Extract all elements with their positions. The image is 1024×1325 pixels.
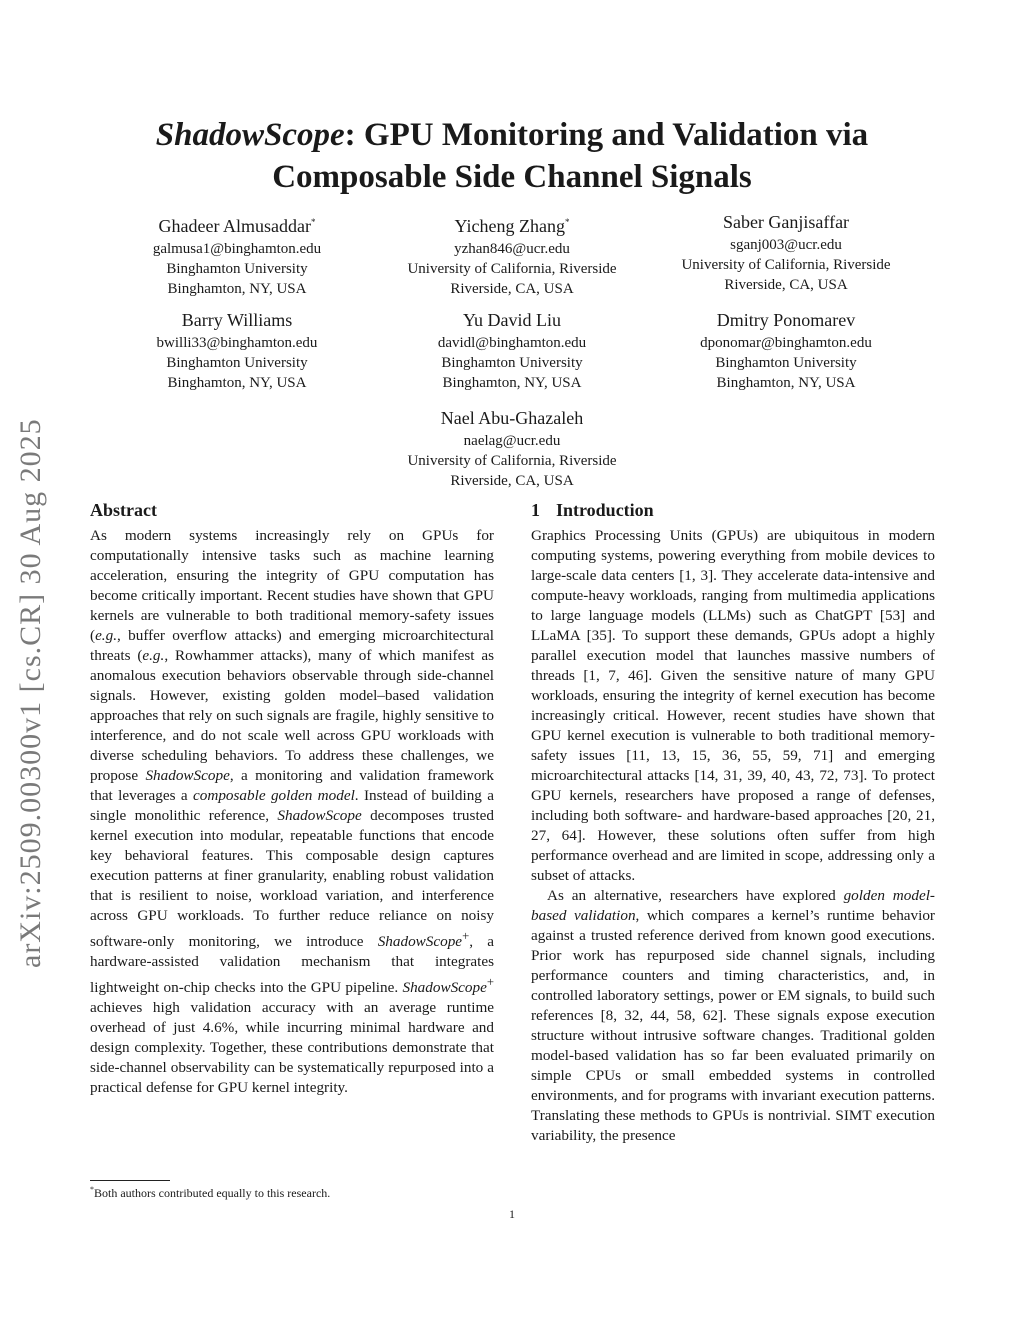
footnote-mark: *	[90, 1185, 94, 1194]
author-location: Riverside, CA, USA	[450, 281, 574, 297]
introduction-heading	[531, 498, 935, 522]
author-name: Dmitry Ponomarev	[716, 310, 856, 330]
author-block	[636, 308, 936, 393]
author-name: Yu David Liu	[463, 310, 561, 330]
author-email: naelag@ucr.edu	[463, 433, 561, 449]
author-location: Binghamton, NY, USA	[442, 375, 582, 391]
footnote-divider	[90, 1180, 170, 1181]
author-name: Nael Abu-Ghazaleh	[440, 408, 584, 428]
author-name: Yicheng Zhang	[454, 216, 565, 236]
author-block	[87, 308, 387, 393]
author-block	[87, 210, 387, 299]
introduction-paragraph: Graphics Processing Units (GPUs) are ubiquitous in modern computing systems, powering everything from mobile devices to large-scale data centers [1, 3]. They accelerate data-intensive and compute-heavy workloads, ranging from multimedia applications to large language models (LLMs) such as ChatGPT [53] and LLaMA [35]. To support these demands, GPUs adopt a highly parallel execution model that launches massive numbers of threads [1, 7, 46]. Given the sensitive nature of many GPU workloads, ensuring the integrity of kernel execution has become increasingly critical. However, recent studies have shown that GPU kernel execution is vulnerable to both traditional memory-safety issues [11, 13, 15, 36, 55, 59, 71] and emerging microarchitectural attacks [14, 31, 39, 40, 43, 72, 73]. To protect GPU kernels, researchers have proposed a range of defenses, including both software- and hardware-based approaches [20, 21, 27, 64]. However, these solutions often suffer from high performance overhead and are limited in scope, addressing only a subset of attacks.	[531, 527, 935, 884]
author-email: yzhan846@ucr.edu	[454, 241, 570, 257]
arxiv-identifier: arXiv:2509.00300v1 [cs.CR] 30 Aug 2025	[14, 418, 47, 968]
title-line1: : GPU Monitoring and Validation via	[344, 117, 869, 153]
author-email: bwilli33@binghamton.edu	[156, 335, 318, 351]
author-location: Riverside, CA, USA	[450, 473, 574, 489]
author-email: dponomar@binghamton.edu	[700, 335, 872, 351]
author-email: galmusa1@binghamton.edu	[152, 241, 322, 257]
equal-contribution-mark: *	[310, 217, 316, 227]
author-affiliation: University of California, Riverside	[681, 257, 891, 273]
paper-title	[90, 114, 934, 198]
footnote-text: Both authors contributed equally to this research.	[94, 1186, 331, 1200]
author-email: sganj003@ucr.edu	[730, 237, 842, 253]
author-block	[362, 308, 662, 393]
author-affiliation: Binghamton University	[441, 355, 583, 371]
author-affiliation: Binghamton University	[166, 261, 308, 277]
author-name: Ghadeer Almusaddar	[158, 216, 311, 236]
author-location: Binghamton, NY, USA	[716, 375, 856, 391]
author-affiliation: Binghamton University	[166, 355, 308, 371]
introduction-paragraph: As an alternative, researchers have explored golden model-based validation, which compares a kernel’s runtime behavior against a trusted reference derived from known good executions. Prior work has repurposed side channel signals, including performance counters and timing characteristics, and, in controlled laboratory settings, power or EM signals, to build such references [8, 32, 44, 58, 62]. These signals expose execution structure without intrusive software changes. Traditional golden model-based validation has so far been evaluated primarily on simple CPUs or small embedded systems in controlled environments, and for programs with invariant execution patterns. Translating these methods to GPUs is nontrivial. SIMT execution variability, the presence	[531, 887, 935, 1144]
author-block	[362, 406, 662, 491]
introduction-section	[531, 498, 935, 1146]
author-affiliation: University of California, Riverside	[407, 261, 617, 277]
author-block	[636, 210, 936, 295]
section-title: Introduction	[556, 500, 654, 520]
title-system-name: ShadowScope	[155, 117, 345, 153]
author-affiliation: Binghamton University	[715, 355, 857, 371]
author-location: Binghamton, NY, USA	[167, 281, 307, 297]
abstract-heading: Abstract	[90, 500, 157, 520]
footnote	[90, 1185, 330, 1201]
author-location: Riverside, CA, USA	[724, 277, 848, 293]
author-affiliation: University of California, Riverside	[407, 453, 617, 469]
section-number: 1	[531, 500, 540, 520]
equal-contribution-mark: *	[564, 217, 570, 227]
page-number: 1	[509, 1207, 515, 1221]
abstract-section	[90, 498, 494, 1098]
author-email: davidl@binghamton.edu	[437, 335, 587, 351]
author-location: Binghamton, NY, USA	[167, 375, 307, 391]
abstract-text: As modern systems increasingly rely on GPUs for computationally intensive tasks such as machine learning acceleration, ensuring the integrity of GPU computation has become critically important. Recent studies have shown that GPU kernels are vulnerable to both traditional memory-safety issues (e.g., buffer overflow attacks) and emerging microarchitectural threats (e.g., Rowhammer attacks), many of which manifest as anomalous execution behaviors observable through side-channel signals. However, existing golden model–based validation approaches that rely on such signals are fragile, highly sensitive to interference, and do not scale well across GPU workloads with diverse scheduling behaviors. To address these challenges, we propose ShadowScope, a monitoring and validation framework that leverages a composable golden model. Instead of building a single monolithic reference, ShadowScope decomposes trusted kernel execution into modular, repeatable functions that encode key behavioral features. This composable design captures execution patterns at finer granularity, enabling robust validation that is resilient to noise, workload variation, and interference across GPU workloads. To further reduce reliance on noisy software-only monitoring, we introduce ShadowScope+, a hardware-assisted validation mechanism that integrates lightweight on-chip checks into the GPU pipeline. ShadowScope+ achieves high validation accuracy with an average runtime overhead of just 4.6%, while incurring minimal hardware and design complexity. Together, these contributions demonstrate that side-channel observability can be systematically repurposed into a practical defense for GPU kernel integrity.	[90, 527, 495, 1097]
title-line2: Composable Side Channel Signals	[272, 159, 752, 195]
author-name: Barry Williams	[181, 310, 293, 330]
author-block	[362, 210, 662, 299]
author-name: Saber Ganjisaffar	[722, 212, 850, 232]
